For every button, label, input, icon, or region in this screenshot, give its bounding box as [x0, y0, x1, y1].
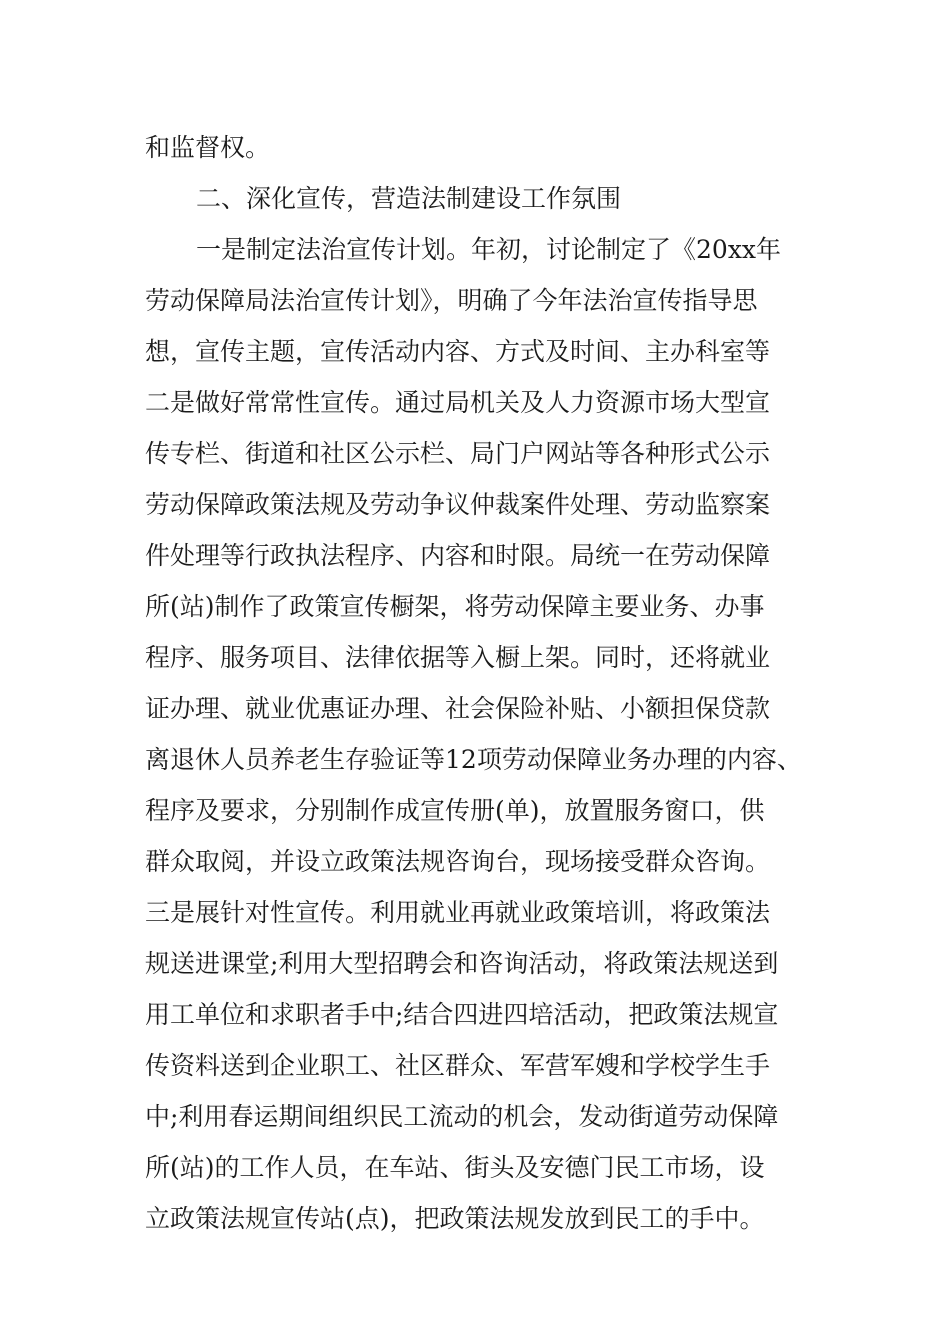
paragraph-line: 件处理等行政执法程序、内容和时限。局统一在劳动保障: [145, 541, 771, 570]
paragraph-line: 传资料送到企业职工、社区群众、军营军嫂和学校学生手: [145, 1051, 771, 1080]
paragraph-line: 所(站)的工作人员，在车站、街头及安德门民工市场，设: [145, 1153, 765, 1182]
text-line: 和监督权。: [145, 133, 271, 162]
paragraph-line: 三是展针对性宣传。利用就业再就业政策培训，将政策法: [145, 898, 771, 927]
paragraph-line: 一是制定法治宣传计划。年初，讨论制定了《20xx年: [196, 235, 782, 264]
paragraph-line: 二是做好常常性宣传。通过局机关及人力资源市场大型宣: [145, 388, 771, 417]
paragraph-line: 规送进课堂;利用大型招聘会和咨询活动，将政策法规送到: [145, 949, 779, 978]
paragraph-line: 离退休人员养老生存验证等12项劳动保障业务办理的内容、: [145, 745, 802, 774]
paragraph-line: 证办理、就业优惠证办理、社会保险补贴、小额担保贷款: [145, 694, 771, 723]
paragraph-line: 立政策法规宣传站(点)，把政策法规发放到民工的手中。: [145, 1204, 765, 1233]
paragraph-line: 传专栏、街道和社区公示栏、局门户网站等各种形式公示: [145, 439, 771, 468]
paragraph-line: 想，宣传主题，宣传活动内容、方式及时间、主办科室等: [145, 337, 771, 366]
paragraph-line: 中;利用春运期间组织民工流动的机会，发动街道劳动保障: [145, 1102, 779, 1131]
paragraph-line: 劳动保障局法治宣传计划》，明确了今年法治宣传指导思: [145, 286, 758, 315]
paragraph-line: 用工单位和求职者手中;结合四进四培活动，把政策法规宣: [145, 1000, 779, 1029]
paragraph-line: 劳动保障政策法规及劳动争议仲裁案件处理、劳动监察案: [145, 490, 771, 519]
paragraph-line: 程序、服务项目、法律依据等入橱上架。同时，还将就业: [145, 643, 771, 672]
section-heading: 二、深化宣传，营造法制建设工作氛围: [196, 184, 622, 213]
paragraph-line: 所(站)制作了政策宣传橱架，将劳动保障主要业务、办事: [145, 592, 765, 621]
paragraph-line: 程序及要求，分别制作成宣传册(单)，放置服务窗口，供: [145, 796, 765, 825]
paragraph-line: 群众取阅，并设立政策法规咨询台，现场接受群众咨询。: [145, 847, 771, 876]
